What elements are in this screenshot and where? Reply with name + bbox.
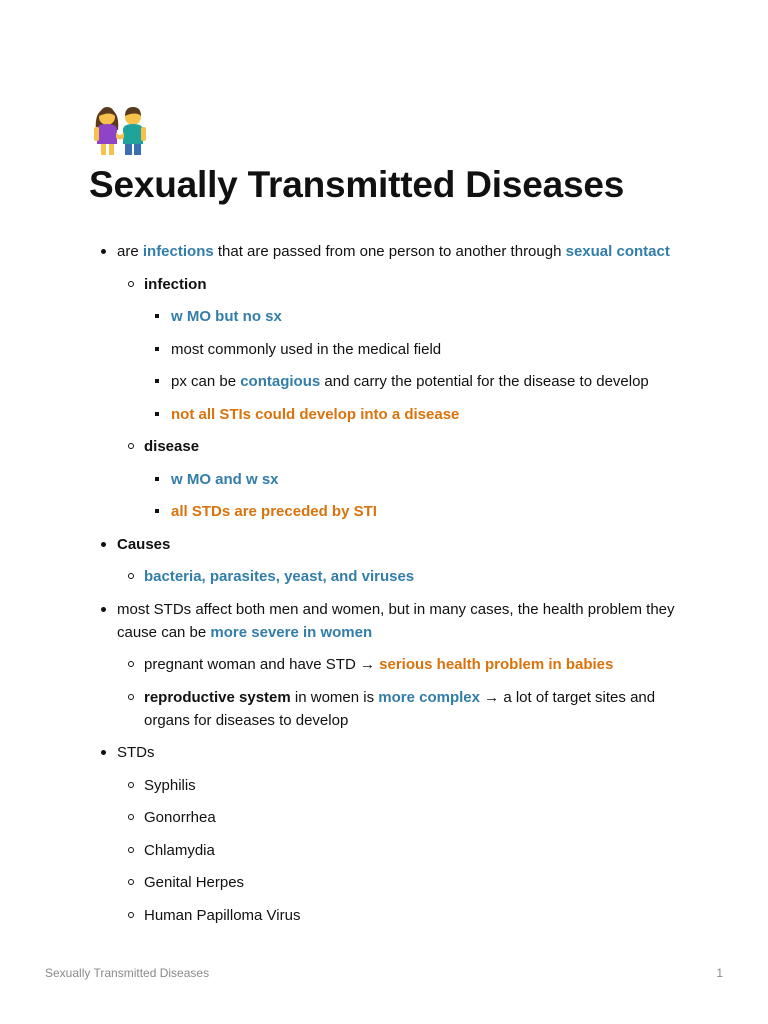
bullet-disc bbox=[101, 542, 106, 547]
bullet-disc bbox=[101, 249, 106, 254]
list-item bbox=[171, 500, 697, 523]
bullet-circle bbox=[128, 782, 134, 788]
highlight-text: bacteria, parasites, yeast, and viruses bbox=[144, 568, 415, 585]
page-number: 1 bbox=[716, 966, 723, 980]
list-item bbox=[144, 839, 697, 862]
list-item bbox=[144, 565, 697, 588]
list-item bbox=[171, 403, 697, 426]
list-item bbox=[117, 240, 697, 263]
list-item bbox=[144, 273, 697, 296]
bullet-square bbox=[155, 379, 159, 383]
list-item bbox=[144, 871, 697, 894]
page-title: Sexually Transmitted Diseases bbox=[89, 164, 625, 205]
highlight-text: w MO and w sx bbox=[171, 470, 279, 488]
item-text: Gonorrhea bbox=[144, 809, 216, 826]
item-text: are bbox=[117, 243, 143, 260]
item-text: infection bbox=[144, 275, 207, 293]
highlight-text: more complex bbox=[378, 688, 480, 706]
item-text: in women is bbox=[290, 688, 379, 706]
bullet-square bbox=[155, 477, 159, 481]
list-item bbox=[171, 338, 697, 361]
item-text: most STDs affect both men and women, but in many cases, the health problem they cause can be bbox=[117, 600, 675, 641]
highlight-text: infections bbox=[142, 243, 214, 260]
list-item bbox=[117, 598, 697, 644]
bullet-circle bbox=[128, 879, 134, 885]
item-text: Genital Herpes bbox=[144, 874, 245, 891]
highlight-text: w MO but no sx bbox=[171, 308, 282, 325]
bullet-circle bbox=[128, 573, 134, 579]
list-item bbox=[117, 533, 697, 556]
item-text: → a lot of target sites and organs for diseases to develop bbox=[144, 688, 656, 729]
list-item bbox=[144, 435, 697, 458]
bullet-circle bbox=[128, 661, 134, 667]
footer-title: Sexually Transmitted Diseases bbox=[45, 966, 210, 980]
item-text: Chlamydia bbox=[144, 841, 215, 859]
document-body bbox=[117, 240, 697, 927]
item-text: Human Papilloma Virus bbox=[144, 906, 301, 924]
item-text: disease bbox=[144, 438, 200, 455]
bullet-circle bbox=[128, 814, 134, 820]
bullet-disc bbox=[101, 750, 106, 755]
item-text: and carry the potential for the disease to develop bbox=[320, 373, 649, 390]
item-text: STDs bbox=[117, 744, 155, 761]
bullet-circle bbox=[128, 443, 134, 449]
list-item bbox=[144, 806, 697, 829]
list-item bbox=[144, 904, 697, 927]
item-text: reproductive system bbox=[144, 688, 291, 706]
list-item bbox=[117, 741, 697, 764]
highlight-text: serious health problem in babies bbox=[379, 656, 614, 673]
list-item bbox=[171, 468, 697, 491]
bullet-disc bbox=[101, 607, 106, 612]
highlight-text: not all STIs could develop into a disease bbox=[171, 405, 460, 423]
bullet-circle bbox=[128, 694, 134, 700]
list-item bbox=[171, 305, 697, 328]
list-item bbox=[144, 686, 697, 732]
highlight-text: all STDs are preceded by STI bbox=[171, 503, 377, 520]
item-text: Syphilis bbox=[144, 776, 196, 794]
item-text: Causes bbox=[117, 535, 171, 553]
bullet-square bbox=[155, 314, 159, 318]
item-text: pregnant woman and have STD → bbox=[144, 656, 380, 673]
bullet-square bbox=[155, 509, 159, 513]
list-item bbox=[144, 774, 697, 797]
item-text: most commonly used in the medical field bbox=[171, 340, 442, 358]
bullet-circle bbox=[128, 281, 134, 287]
item-text: that are passed from one person to another through bbox=[213, 243, 566, 260]
bullet-circle bbox=[128, 912, 134, 918]
bullet-square bbox=[155, 347, 159, 351]
bullet-circle bbox=[128, 847, 134, 853]
highlight-text: sexual contact bbox=[565, 243, 670, 260]
list-item bbox=[144, 653, 697, 676]
highlight-text: contagious bbox=[240, 373, 321, 390]
bullet-square bbox=[155, 412, 159, 416]
highlight-text: more severe in women bbox=[210, 623, 373, 641]
item-text: px can be bbox=[171, 373, 241, 390]
people-holding-hands-icon bbox=[90, 100, 150, 156]
list-item bbox=[171, 370, 697, 393]
